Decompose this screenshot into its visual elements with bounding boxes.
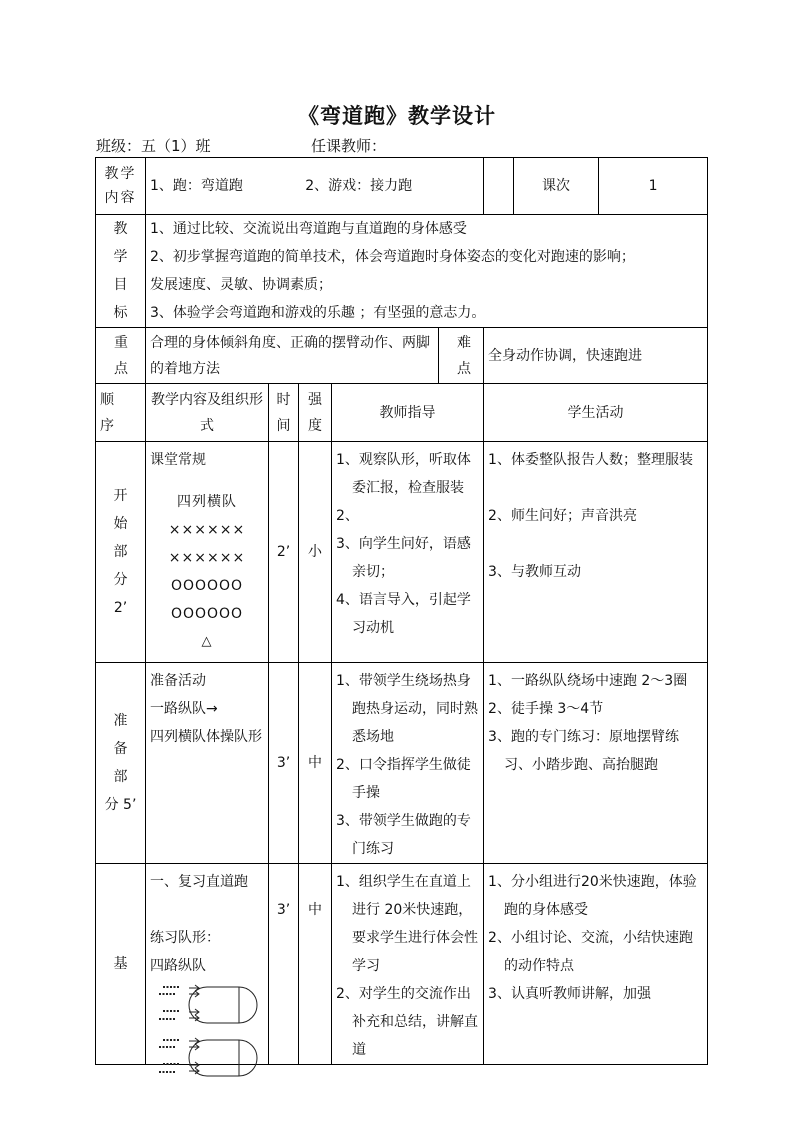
section-start-intensity: 小	[299, 442, 332, 663]
content-header: 教学内容	[96, 158, 146, 215]
section-prep-content: 准备活动 一路纵队→ 四列横队体操队形	[146, 663, 269, 864]
lesson-no-value: 1	[648, 178, 658, 194]
table-row	[96, 384, 708, 442]
col-teacher: 教师指导	[332, 384, 484, 442]
section-prep-teacher: 1、带领学生绕场热身跑热身运动，同时熟悉场地 2、口令指挥学生做徒手操 3、带领学生做跑的专门练习	[332, 663, 484, 864]
section-basic-teacher: 1、组织学生在直道上进行 20米快速跑，要求学生进行体会性学习 2、对学生的交流作出补充和总结，讲解直道	[332, 864, 484, 1065]
col-content: 教学内容及组织形式	[146, 384, 269, 442]
lesson-no-label-text: 课次	[514, 158, 599, 214]
objectives-text: 1、通过比较、交流说出弯道跑与直道跑的身体感受 2、初步掌握弯道跑的简单技术，体会弯道跑时身体姿态的变化对跑速的影响； 发展速度、灵敏、协调素质； 3、体验学会弯道跑和游戏的乐趣 ；有坚强的意志力。	[146, 215, 708, 328]
section-prep-student: 1、一路纵队绕场中速跑 2～3圈 2、徒手操 3～4节 3、跑的专门练习：原地摆臂练习、小踏步跑、高抬腿跑	[484, 663, 708, 864]
section-basic-student: 1、分小组进行20米快速跑，体验跑的身体感受 2、小组讨论、交流，小结快速跑的动作特点 3、认真听教师讲解，加强	[484, 864, 708, 1065]
section-start-teacher: 1、观察队形，听取体委汇报，检查服装 2、 3、向学生问好，语感亲切； 4、语言导入，引起学习动机	[332, 442, 484, 663]
section-basic-name: 基	[96, 864, 146, 1065]
objectives-header: 教 学 目 标	[96, 215, 146, 328]
table-row	[96, 328, 708, 384]
col-student: 学生活动	[484, 384, 708, 442]
section-start-student: 1、体委整队报告人数；整理服装 2、师生问好；声音洪亮 3、与教师互动	[484, 442, 708, 663]
section-basic-intensity: 中	[299, 864, 332, 1065]
section-start-name: 开 始 部 分 2’	[96, 442, 146, 663]
section-start-content: 课堂常规 四列横队 ×××××× ×××××× OOOOOO OOOOOO △	[146, 442, 269, 663]
table-row	[96, 158, 708, 215]
lesson-no-cell	[514, 158, 708, 215]
track-drawing-top	[159, 985, 257, 1023]
section-prep-name: 准 备 部 分 5’	[96, 663, 146, 864]
document-title: 《弯道跑》教学设计	[298, 104, 496, 128]
header-info	[96, 135, 706, 156]
difficulty-text: 全身动作协调，快速跑进	[484, 328, 708, 384]
key-points-text: 合理的身体倾斜角度、正确的摆臂动作、两脚的着地方法	[146, 328, 439, 384]
teacher-label: 任课教师：	[311, 137, 387, 155]
table-row	[96, 663, 708, 864]
formation-diagram: 四列横队 ×××××× ×××××× OOOOOO OOOOOO △	[168, 494, 246, 649]
section-prep-time: 3’	[269, 663, 299, 864]
section-basic-time: 3’	[269, 864, 299, 1065]
table-row	[96, 442, 708, 663]
lesson-plan-table	[95, 157, 708, 1065]
section-prep-intensity: 中	[299, 663, 332, 864]
section-basic-content: 一、复习直道跑 练习队形： 四路纵队	[146, 864, 269, 1065]
table-row	[96, 215, 708, 328]
class-label: 班级：五（1）班	[96, 137, 211, 155]
track-drawing-bottom	[159, 1038, 257, 1076]
content-items: 1、跑：弯道跑 2、游戏：接力跑	[146, 158, 484, 215]
col-order: 顺序	[96, 384, 146, 442]
lesson-no-label	[484, 158, 514, 215]
col-time: 时间	[269, 384, 299, 442]
track-diagram	[155, 984, 265, 1084]
key-points-header: 重点	[96, 328, 146, 384]
section-start-time: 2’	[269, 442, 299, 663]
col-intensity: 强度	[299, 384, 332, 442]
difficulty-header: 难点	[439, 328, 484, 384]
